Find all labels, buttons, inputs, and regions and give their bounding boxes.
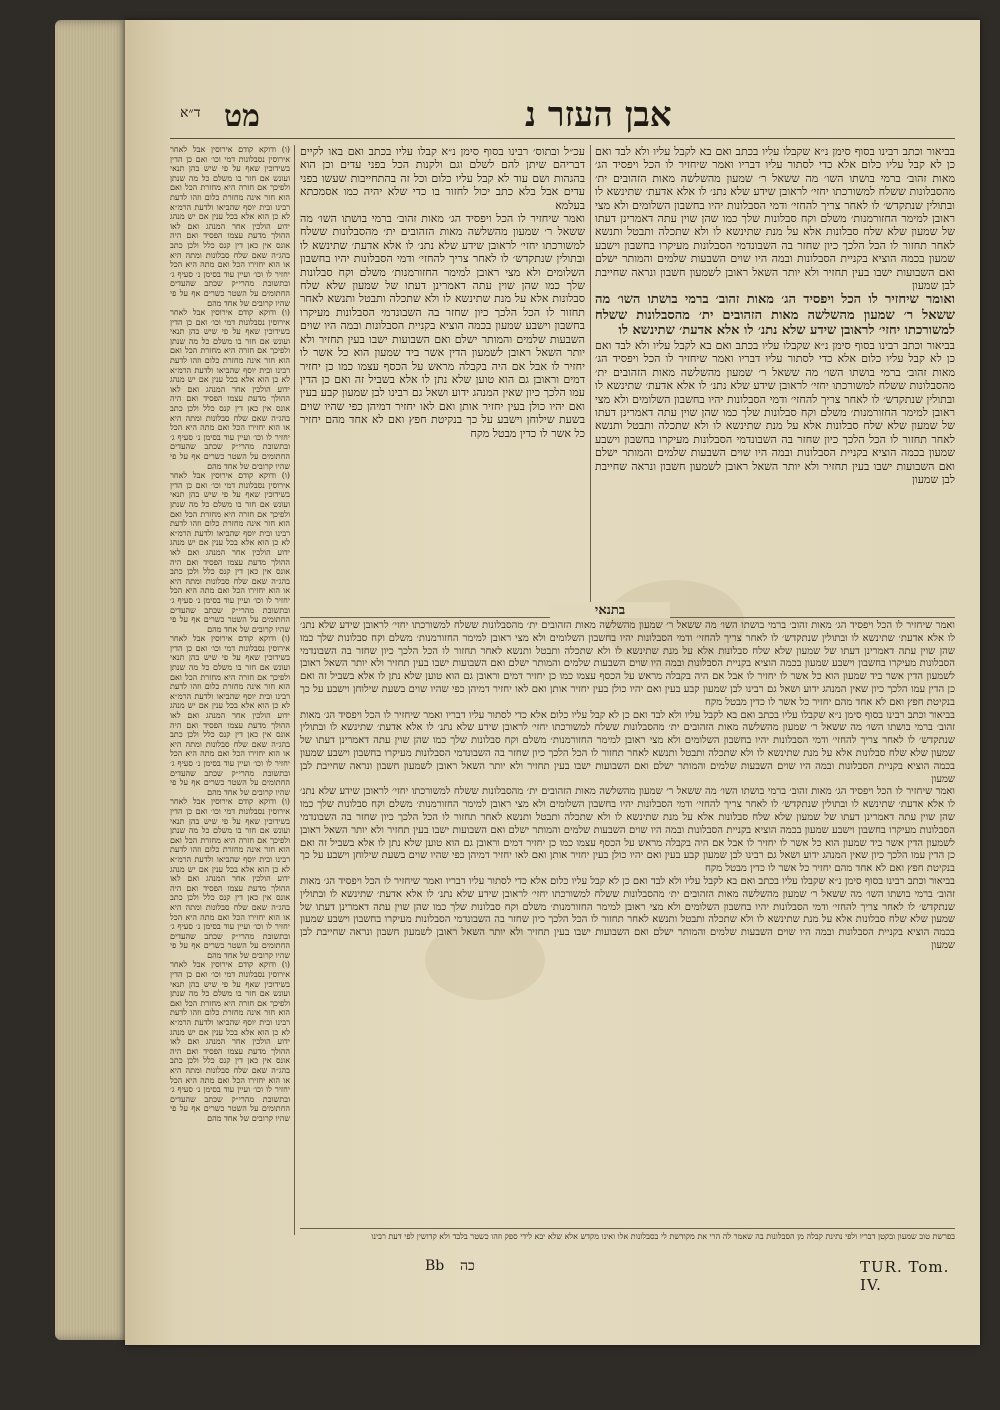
right-column-text: בביאור וכתב רבינו בסוף סימן נ״א שקבלו עליו בכתב ואם בא לקבל עליו ולא לבד ואם כן לא קבל עליו כלום אלא כדי לסתור עליו דבריו ואמר שיחזיר לו הכל ויפסיד הג׳ מאות זהוב׳ ברמי בושתו השו׳ מה ששאל ר׳ שמעון מהשלשה מאות הזהובים ית׳ מהסבלונות ששלח למשורכתו יחזי׳ לראובן שידע שלא נתנ׳ לו אלא אדעת׳ שתינשא לו ובתולין שנתקדש׳ לו לאחר צריך להחזי׳ ודמי הסבלונות יהיו בחשבון השלומים ולא מצי ראובן למימר החזורמנות׳ משלם וקח סבלונות שלך כמו שהן שוין עתה דאמרינן דעתו של שמעון שלא שלח סבלונות אלא על מנת שתינשא לו ולא שתכלה ותבטל ותנשא לאחר תחזור לו הכל הלכך כיון שחזר בה השבונדמי הסבלונות מעיקרו בחשבון וישבע שמעון בכמה הוציא בקניית הסבלונות ובמה היו שוים השבעות שלמים והמותר ישלם ואם השבועות ישבו בעין תחזיר ולא יותר השאל ראובן לשמעון חשבון ונראה שחייבת לבן שמעון [595, 145, 955, 293]
margin-commentary-text: (ו) ודוקא קודם אירוסין אבל לאחר אירוסין נסבלונות דמי וכו׳ ואם כן הדין בשידוכין שאף על פי שיש בהן תנאי ועונש אם חזר בו משלם כל מה שנתן ולפיכך אם חזרה היא מחזרת הכל ואם הוא חזר אינה מחזרת כלום וזהו לדעת רבינו ובית יוסף שהביאו ולדעת הרמ״א לא כן הוא אלא בכל ענין אם יש מנהג ידוע הולכין אחר המנהג ואם לאו ההולך מדעת עצמו הפסיד ואם היה אונס אין כאן דין קנס כלל ולכן כתב בהג״ה שאם שלח סבלונות ומתה היא או הוא יחזירו הכל ואם מתה היא הכל יחזיר לו וכו׳ ועיין עוד בסימן נ׳ סעיף ג׳ ובתשובת מהרי״ק שכתב שהעדים החתומים על השטר כשרים אף על פי שהיו קרובים של אחד מהם [170, 145, 290, 308]
left-column-text: עכ״ל ובתוס׳ רבינו בסוף סימן נ״א קבלו עליו בכתב ואם באו לקיים דבריהם שיתן להם לשלם וגם ולקנות הכל בפני עדים וכן הוא בהגהות ושם עוד לא קבל עליו כלום וכל זה בהתחייבות שעשו בפני עדים אבל בלא כתב יכול לחזור בו כדי שלא יהיה כמו אסמכתא בעלמא [300, 145, 585, 212]
page-header [170, 95, 955, 135]
margin-commentary-text-cont5: (ו) ודוקא קודם אירוסין אבל לאחר אירוסין נסבלונות דמי וכו׳ ואם כן הדין בשידוכין שאף על פי שיש בהן תנאי ועונש אם חזר בו משלם כל מה שנתן ולפיכך אם חזרה היא מחזרת הכל ואם הוא חזר אינה מחזרת כלום וזהו לדעת רבינו ובית יוסף שהביאו ולדעת הרמ״א לא כן הוא אלא בכל ענין אם יש מנהג ידוע הולכין אחר המנהג ואם לאו ההולך מדעת עצמו הפסיד ואם היה אונס אין כאן דין קנס כלל ולכן כתב בהג״ה שאם שלח סבלונות ומתה היא או הוא יחזירו הכל ואם מתה היא הכל יחזיר לו וכו׳ ועיין עוד בסימן נ׳ סעיף ג׳ ובתשובת מהרי״ק שכתב שהעדים החתומים על השטר כשרים אף על פי שהיו קרובים של אחד מהם [170, 960, 290, 1123]
right-column-text-cont: בביאור וכתב רבינו בסוף סימן נ״א שקבלו עליו בכתב ואם בא לקבל עליו ולא לבד ואם כן לא קבל עליו כלום אלא כדי לסתור עליו דבריו ואמר שיחזיר לו הכל ויפסיד הג׳ מאות זהוב׳ ברמי בושתו השו׳ מה ששאל ר׳ שמעון מהשלשה מאות הזהובים ית׳ מהסבלונות ששלח למשורכתו יחזי׳ לראובן שידע שלא נתנ׳ לו אלא אדעת׳ שתינשא לו ובתולין שנתקדש׳ לו לאחר צריך להחזי׳ ודמי הסבלונות יהיו בחשבון השלומים ולא מצי ראובן למימר החזורמנות׳ משלם וקח סבלונות שלך כמו שהן שוין עתה דאמרינן דעתו של שמעון שלא שלח סבלונות אלא על מנת שתינשא לו ולא שתכלה ותבטל ותנשא לאחר תחזור לו הכל הלכך כיון שחזר בה השבונדמי הסבלונות מעיקרו בחשבון וישבע שמעון בכמה הוציא בקניית הסבלונות ובמה היו שוים השבעות שלמים והמותר ישלם ואם השבועות ישבו בעין תחזיר ולא יותר השאל ראובן לשמעון חשבון ונראה שחייבת לבן שמעון [595, 338, 955, 487]
margin-divider [294, 145, 295, 1235]
page-title: אבן העזר נ [525, 95, 672, 135]
body-text-4: בביאור וכתב רבינו בסוף סימן נ״א שקבלו עליו בכתב ואם בא לקבל עליו ולא לבד ואם כן לא קבל עליו כלום אלא כדי לסתור עליו דבריו ואמר שיחזיר לו הכל ויפסיד הג׳ מאות זהוב׳ ברמי בושתו השו׳ מה ששאל ר׳ שמעון מהשלשה מאות הזהובים ית׳ מהסבלונות ששלח למשורכתו יחזי׳ לראובן שידע שלא נתנ׳ לו אלא אדעת׳ שתינשא לו ובתולין שנתקדש׳ לו לאחר צריך להחזי׳ ודמי הסבלונות יהיו בחשבון השלומים ולא מצי ראובן למימר החזורמנות׳ משלם וקח סבלונות שלך כמו שהן שוין עתה דאמרינן דעתו של שמעון שלא שלח סבלונות אלא על מנת שתינשא לו ולא שתכלה ותבטל ותנשא לאחר תחזור לו הכל הלכך כיון שחזר בה השבונדמי הסבלונות מעיקרו בחשבון וישבע שמעון בכמה הוציא בקניית הסבלונות ובמה היו שוים השבעות שלמים והמותר ישלם ואם השבועות ישבו בעין תחזיר ולא יותר השאל ראובן לשמעון חשבון ונראה שחייבת לבן שמעון [300, 875, 955, 951]
margin-commentary-text-cont4: (ו) ודוקא קודם אירוסין אבל לאחר אירוסין נסבלונות דמי וכו׳ ואם כן הדין בשידוכין שאף על פי שיש בהן תנאי ועונש אם חזר בו משלם כל מה שנתן ולפיכך אם חזרה היא מחזרת הכל ואם הוא חזר אינה מחזרת כלום וזהו לדעת רבינו ובית יוסף שהביאו ולדעת הרמ״א לא כן הוא אלא בכל ענין אם יש מנהג ידוע הולכין אחר המנהג ואם לאו ההולך מדעת עצמו הפסיד ואם היה אונס אין כאן דין קנס כלל ולכן כתב בהג״ה שאם שלח סבלונות ומתה היא או הוא יחזירו הכל ואם מתה היא הכל יחזיר לו וכו׳ ועיין עוד בסימן נ׳ סעיף ג׳ ובתשובת מהרי״ק שכתב שהעדים החתומים על השטר כשרים אף על פי שהיו קרובים של אחד מהם [170, 797, 290, 960]
margin-commentary-column [170, 145, 290, 1235]
catchword: TUR. Tom. IV. [860, 1258, 950, 1294]
footnote-rule [300, 1228, 955, 1229]
book-page [125, 20, 980, 1345]
main-text-bold: ואומר שיחזיר לו הכל ויפסיד הג׳ מאות זהוב׳ ברמי בושתו השו׳ מה ששאל ר׳ שמעון מהשלשה מאות הזהובים ית׳ מהסבלונות ששלח למשורכתו יחזי׳ לראובן שידע שלא נתנ׳ לו אלא אדעת׳ שתינשא לו [595, 292, 955, 339]
header-rule [170, 138, 955, 139]
body-text-3: ואמר שיחזיר לו הכל ויפסיד הג׳ מאות זהוב׳ ברמי בושתו השו׳ מה ששאל ר׳ שמעון מהשלשה מאות הזהובים ית׳ מהסבלונות ששלח למשורכתו יחזי׳ לראובן שידע שלא נתנ׳ לו אלא אדעת׳ שתינשא לו ובתולין שנתקדש׳ לו לאחר צריך להחזי׳ ודמי הסבלונות יהיו בחשבון השלומים ולא מצי ראובן למימר החזורמנות׳ משלם וקח סבלונות שלך כמו שהן שוין עתה דאמרינן דעתו של שמעון שלא שלח סבלונות אלא על מנת שתינשא לו ולא שתכלה ותבטל ותנשא לאחר תחזור לו הכל הלכך כיון שחזר בה השבונדמי הסבלונות מעיקרו בחשבון וישבע שמעון בכמה הוציא בקניית הסבלונות ובמה היו שוים השבעות שלמים והמותר ישלם ואם השבועות ישבו בעין תחזיר ולא יותר השאל ראובן לשמעון הדין אשר ביד שמעון הוא כל אשר לו יחזיר לו אבל אם היה בקבלה מראש על הכסף עצמו כמו כן יחזיר דמים וראובן גם הוא טוען שלא נתן לו אלא בשביל זה ואם כן הדין עמו הלכך כיון שאין המנהג ידוע ושאל גם רבינו לבן שמעון קבע בעין ואם יהיו כולן בעין יחזיר אותן ואם לאו יחזיר דמיהן כפי שהיו שוים בשעת שילוחן וישבע על כך בנקיטת חפץ ואם לא אחד מהם יחזיר כל אשר לו כדין מבטל מקח [300, 786, 955, 875]
commentary-left-column [300, 145, 585, 615]
folio-number: מט [224, 99, 260, 134]
margin-commentary-text-cont: (ו) ודוקא קודם אירוסין אבל לאחר אירוסין נסבלונות דמי וכו׳ ואם כן הדין בשידוכין שאף על פי שיש בהן תנאי ועונש אם חזר בו משלם כל מה שנתן ולפיכך אם חזרה היא מחזרת הכל ואם הוא חזר אינה מחזרת כלום וזהו לדעת רבינו ובית יוסף שהביאו ולדעת הרמ״א לא כן הוא אלא בכל ענין אם יש מנהג ידוע הולכין אחר המנהג ואם לאו ההולך מדעת עצמו הפסיד ואם היה אונס אין כאן דין קנס כלל ולכן כתב בהג״ה שאם שלח סבלונות ומתה היא או הוא יחזירו הכל ואם מתה היא הכל יחזיר לו וכו׳ ועיין עוד בסימן נ׳ סעיף ג׳ ובתשובת מהרי״ק שכתב שהעדים החתומים על השטר כשרים אף על פי שהיו קרובים של אחד מהם [170, 308, 290, 471]
body-text-1: ואמר שיחזיר לו הכל ויפסיד הג׳ מאות זהוב׳ ברמי בושתו השו׳ מה ששאל ר׳ שמעון מהשלשה מאות הזהובים ית׳ מהסבלונות ששלח למשורכתו יחזי׳ לראובן שידע שלא נתנ׳ לו אלא אדעת׳ שתינשא לו ובתולין שנתקדש׳ לו לאחר צריך להחזי׳ ודמי הסבלונות יהיו בחשבון השלומים ולא מצי ראובן למימר החזורמנות׳ משלם וקח סבלונות שלך כמו שהן שוין עתה דאמרינן דעתו של שמעון שלא שלח סבלונות אלא על מנת שתינשא לו ולא שתכלה ותבטל ותנשא לאחר תחזור לו הכל הלכך כיון שחזר בה השבונדמי הסבלונות מעיקרו בחשבון וישבע שמעון בכמה הוציא בקניית הסבלונות ובמה היו שוים השבעות שלמים והמותר ישלם ואם השבועות ישבו בעין תחזיר ולא יותר השאל ראובן לשמעון הדין אשר ביד שמעון הוא כל אשר לו יחזיר לו אבל אם היה בקבלה מראש על הכסף עצמו כמו כן יחזיר דמים וראובן גם הוא טוען שלא נתן לו אלא בשביל זה ואם כן הדין עמו הלכך כיון שאין המנהג ידוע ושאל גם רבינו לבן שמעון קבע בעין ואם יהיו כולן בעין יחזיר אותן ואם לאו יחזיר דמיהן כפי שהיו שוים בשעת שילוחן וישבע על כך בנקיטת חפץ ואם לא אחד מהם יחזיר כל אשר לו כדין מבטל מקח [300, 620, 955, 708]
commentary-right-column [595, 145, 955, 615]
signature-hebrew: כה [460, 1258, 475, 1274]
footnote-text: בפרשת טוב שמעון ובקטן דבריו ולפי נתינת קבלה מן הסבלונות בה שאמר לה הרי את מקודשת לי בסבלונות אלו ואינו מקדש אלא שלא יבא לידי ספק וזהו כשטר בלבד ולא קדושין לפי דעת רבינו [371, 1232, 955, 1241]
margin-commentary-text-cont3: (ו) ודוקא קודם אירוסין אבל לאחר אירוסין נסבלונות דמי וכו׳ ואם כן הדין בשידוכין שאף על פי שיש בהן תנאי ועונש אם חזר בו משלם כל מה שנתן ולפיכך אם חזרה היא מחזרת הכל ואם הוא חזר אינה מחזרת כלום וזהו לדעת רבינו ובית יוסף שהביאו ולדעת הרמ״א לא כן הוא אלא בכל ענין אם יש מנהג ידוע הולכין אחר המנהג ואם לאו ההולך מדעת עצמו הפסיד ואם היה אונס אין כאן דין קנס כלל ולכן כתב בהג״ה שאם שלח סבלונות ומתה היא או הוא יחזירו הכל ואם מתה היא הכל יחזיר לו וכו׳ ועיין עוד בסימן נ׳ סעיף ג׳ ובתשובת מהרי״ק שכתב שהעדים החתומים על השטר כשרים אף על פי שהיו קרובים של אחד מהם [170, 634, 290, 797]
margin-commentary-text-cont2: (ו) ודוקא קודם אירוסין אבל לאחר אירוסין נסבלונות דמי וכו׳ ואם כן הדין בשידוכין שאף על פי שיש בהן תנאי ועונש אם חזר בו משלם כל מה שנתן ולפיכך אם חזרה היא מחזרת הכל ואם הוא חזר אינה מחזרת כלום וזהו לדעת רבינו ובית יוסף שהביאו ולדעת הרמ״א לא כן הוא אלא בכל ענין אם יש מנהג ידוע הולכין אחר המנהג ואם לאו ההולך מדעת עצמו הפסיד ואם היה אונס אין כאן דין קנס כלל ולכן כתב בהג״ה שאם שלח סבלונות ומתה היא או הוא יחזירו הכל ואם מתה היא הכל יחזיר לו וכו׳ ועיין עוד בסימן נ׳ סעיף ג׳ ובתשובת מהרי״ק שכתב שהעדים החתומים על השטר כשרים אף על פי שהיו קרובים של אחד מהם [170, 471, 290, 634]
section-heading: בתנאי [550, 602, 670, 618]
signature-mark: Bb [425, 1258, 445, 1274]
book-page-edges [55, 20, 130, 1340]
folio-small: ד״א [180, 105, 201, 121]
main-body-text [300, 620, 955, 1220]
left-column-text-cont: ואמר שיחזיר לו הכל ויפסיד הג׳ מאות זהוב׳ ברמי בושתו השו׳ מה ששאל ר׳ שמעון מהשלשה מאות הזהובים ית׳ מהסבלונות ששלח למשורכתו יחזי׳ לראובן שידע שלא נתנ׳ לו אלא אדעת׳ שתינשא לו ובתולין שנתקדש׳ לו לאחר צריך להחזי׳ ודמי הסבלונות יהיו בחשבון השלומים ולא מצי ראובן למימר החזורמנות׳ משלם וקח סבלונות שלך כמו שהן שוין עתה דאמרינן דעתו של שמעון שלא שלח סבלונות אלא על מנת שתינשא לו ולא שתכלה ותבטל ותנשא לאחר תחזור לו הכל הלכך כיון שחזר בה השבונדמי הסבלונות מעיקרו בחשבון וישבע שמעון בכמה הוציא בקניית הסבלונות ובמה היו שוים השבעות שלמים והמותר ישלם ואם השבועות ישבו בעין תחזיר ולא יותר השאל ראובן לשמעון הדין אשר ביד שמעון הוא כל אשר לו יחזיר לו אבל אם היה בקבלה מראש על הכסף עצמו כמו כן יחזיר דמים וראובן גם הוא טוען שלא נתן לו אלא בשביל זה ואם כן הדין עמו הלכך כיון שאין המנהג ידוע ושאל גם רבינו לבן שמעון קבע בעין ואם יהיו כולן בעין יחזיר אותן ואם לאו יחזיר דמיהן כפי שהיו שוים בשעת שילוחן וישבע על כך בנקיטת חפץ ואם לא אחד מהם יחזיר כל אשר לו כדין מבטל מקח [300, 212, 585, 440]
body-text-2: בביאור וכתב רבינו בסוף סימן נ״א שקבלו עליו בכתב ואם בא לקבל עליו ולא לבד ואם כן לא קבל עליו כלום אלא כדי לסתור עליו דבריו ואמר שיחזיר לו הכל ויפסיד הג׳ מאות זהוב׳ ברמי בושתו השו׳ מה ששאל ר׳ שמעון מהשלשה מאות הזהובים ית׳ מהסבלונות ששלח למשורכתו יחזי׳ לראובן שידע שלא נתנ׳ לו אלא אדעת׳ שתינשא לו ובתולין שנתקדש׳ לו לאחר צריך להחזי׳ ודמי הסבלונות יהיו בחשבון השלומים ולא מצי ראובן למימר החזורמנות׳ משלם וקח סבלונות שלך כמו שהן שוין עתה דאמרינן דעתו של שמעון שלא שלח סבלונות אלא על מנת שתינשא לו ולא שתכלה ותבטל ותנשא לאחר תחזור לו הכל הלכך כיון שחזר בה השבונדמי הסבלונות מעיקרו בחשבון וישבע שמעון בכמה הוציא בקניית הסבלונות ובמה היו שוים השבעות שלמים והמותר ישלם ואם השבועות ישבו בעין תחזיר ולא יותר השאל ראובן לשמעון חשבון ונראה שחייבת לבן שמעון [300, 709, 955, 785]
column-divider [590, 145, 591, 615]
